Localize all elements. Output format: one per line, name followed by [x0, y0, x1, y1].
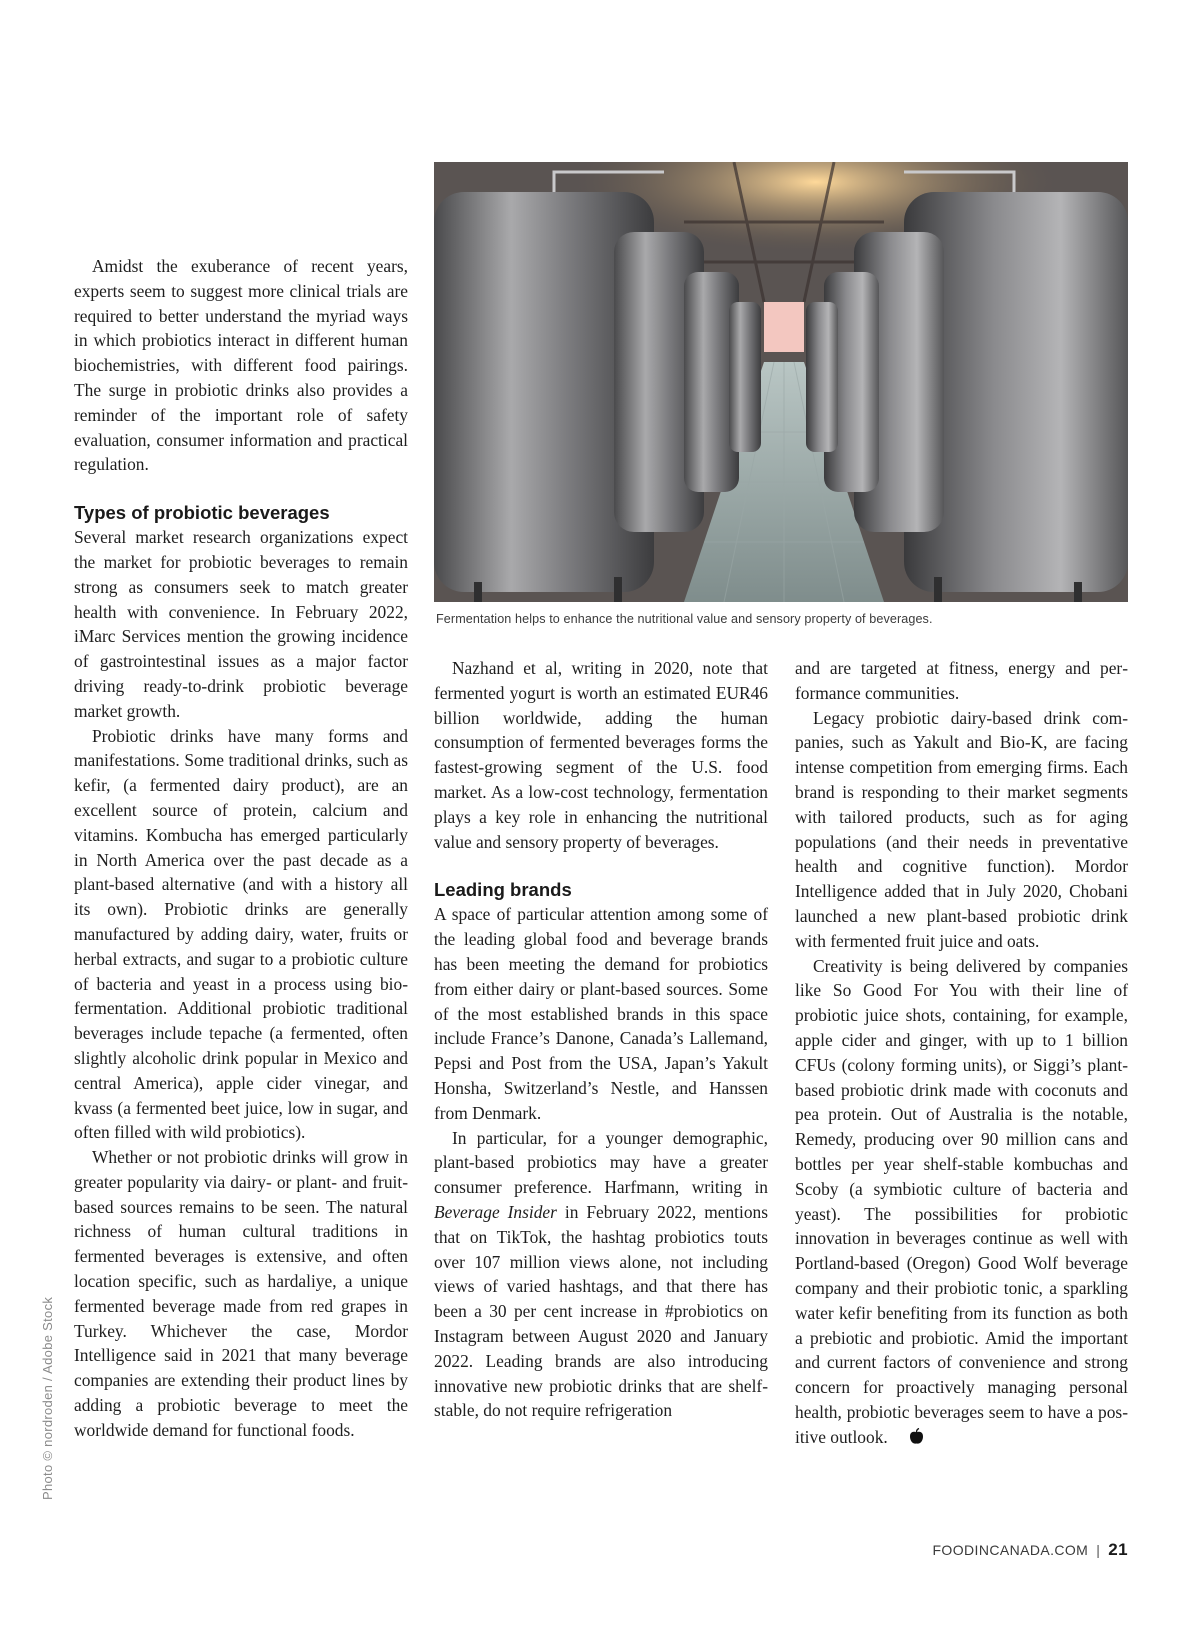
footer-site: FOODINCANADA.COM	[932, 1542, 1089, 1558]
apple-end-icon	[891, 1427, 924, 1452]
photo-caption: Fermentation helps to enhance the nutritional value and sensory property of beverages.	[436, 612, 933, 626]
page-footer	[932, 1540, 1128, 1560]
paragraph	[795, 954, 1128, 1452]
article-column-2	[434, 656, 768, 1423]
text-run: In particular, for a younger demographic, plant-based probiotics may have a greater consumer preference. Harfmann, writing in	[434, 1127, 768, 1198]
page-number: 21	[1108, 1540, 1128, 1559]
fermentation-tanks-photo	[434, 162, 1128, 602]
paragraph: Amidst the exuberance of recent years, experts seem to suggest more clinical trials are required to better understand the myriad ways in which probiotics interact in different human biochemistries, with different food pairings. The surge in probiotic drinks also provides a reminder of the important role of safety evaluation, consumer information and practical regulation.	[74, 256, 408, 475]
paragraph: Nazhand et al, writing in 2020, note that fermented yogurt is worth an estimated EUR46 billion worldwide, adding the human consumption of fermented beverages forms the fastest-growing segment of the U.S. food market. As a low-cost technology, fermentation plays a key role in enhancing the nutritional value and sensory property of beverages.	[434, 658, 768, 852]
paragraph: Whether or not probiotic drinks will grow in greater popularity via dairy- or plant- and fruit- based sources remains to be seen. The natural richness of human cultural traditions in fermented beverages is extensive, and often location specific, such as hardaliye, a unique fermented beverage made from red grapes in Turkey. Whichever the case, Mordor Intelligence said in 2021 that many beverage companies are extending their product lines by adding a probiotic beverage to meet the worldwide demand for functional foods.	[74, 1147, 408, 1440]
photo-credit: Photo © nordroden / Adobe Stock	[40, 1296, 55, 1500]
section-heading-leading-brands: Leading brands	[434, 879, 572, 901]
article-column-1	[74, 254, 408, 1443]
paragraph: A space of particular attention among some of the leading global food and beverage brands has been meeting the demand for probiotics from either dairy or plant-based sources. Some of the most established brands in this space include France’s Danone, Canada’s Lallemand, Pepsi and Post from the USA, Japan’s Yakult Honsha, Switzerland’s Nestle, and Hanssen from Denmark.	[434, 904, 768, 1123]
paragraph: Probiotic drinks have many forms and manifestations. Some traditional drinks, such as kefir, (a fermented dairy product), are an excellent source of protein, calcium and vitamins. Kombucha has emerged particularly in North America over the past decade as a plant-based alternative (and with a history all its own). Probiotic drinks are generally manufactured by adding dairy, water, fruits or herbal extracts, and sugar to a probiotic culture of bacteria and yeast in a process using bio-fermentation. Additional probiotic traditional beverages include tepache (a fermented, often slightly alcoholic drink popular in Mexico and central America), apple cider vinegar, and kvass (a fermented beet juice, low in sugar, and often filled with wild probiotics).	[74, 725, 408, 1143]
text-run: in February 2022, mentions that on TikTok, the hashtag probiotics touts over 107 million views alone, not including views of varied hashtags, and that there has been a 30 per cent increase in #probiotics on Instagram between August 2020 and January 2022. Leading brands are also introducing innovative new probiotic drinks that are shelf-stable, do not require refrigeration	[434, 1201, 768, 1421]
section-heading-types: Types of probiotic beverages	[74, 502, 330, 524]
article-column-3	[795, 656, 1128, 1452]
paragraph: Several market research organizations expect the market for probiotic beverages to remain strong as consumers seek to match greater health with convenience. In February 2022, iMarc Services mention the growing incidence of gastrointestinal issues as a major factor driving ready-to-drink probiotic beverage market growth.	[74, 527, 408, 721]
paragraph: Legacy probiotic dairy-based drink companies, such as Yakult and Bio-K, are facing intense competition from emerging firms. Each brand is responding to their market segments with tailored products, such as for aging populations (and their needs in preventative health and cognitive function). Mordor Intelligence added that in July 2020, Chobani launched a new plant-based probiotic drink with fermented fruit juice and oats.	[795, 707, 1128, 951]
paragraph	[434, 1126, 768, 1424]
footer-separator: |	[1096, 1542, 1101, 1558]
paragraph: and are targeted at fitness, energy and performance communities.	[795, 658, 1128, 703]
text-run: Creativity is being delivered by companies like So Good For You with their line of probiotic juice shots, containing, for example, apple cider and ginger, with up to 1 billion CFUs (colony forming units), or Siggi’s plant-based probiotic drink made with coconuts and pea protein. Out of Australia is the notable, Remedy, producing over 90 million cans and bottles per year shelf-stable kombuchas and Scoby (a symbiotic culture of bacteria and yeast). The possibilities for probiotic innovation in beverages continue as well with Portland-based (Oregon) Good Wolf beverage company and their probiotic tonic, a sparkling water kefir benefiting from its function as both a prebiotic and probiotic. Amid the important and current factors of convenience and strong concern for proactively managing personal health, probiotic beverages seem to have a positive outlook.	[795, 955, 1128, 1447]
publication-title: Beverage Insider	[434, 1201, 557, 1222]
